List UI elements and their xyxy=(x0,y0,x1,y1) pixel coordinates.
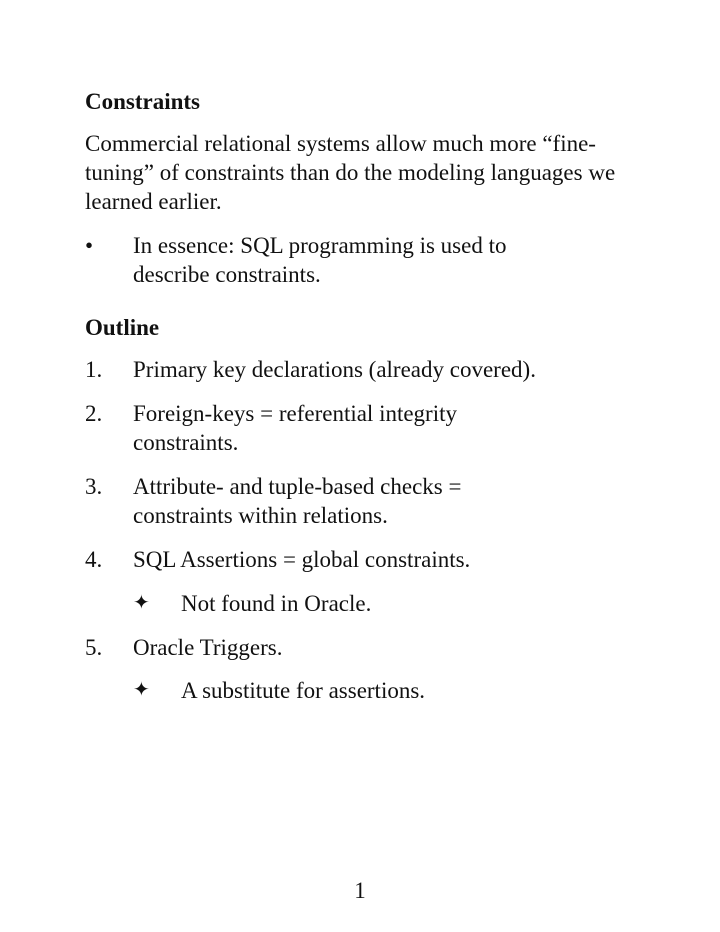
outline-item-4 xyxy=(85,545,685,574)
intro-paragraph: Commercial relational systems allow much more “fine-tuning” of constraints than do the modeling languages we learned earlier. xyxy=(85,131,616,214)
outline-item-3 xyxy=(85,472,685,530)
star-icon: ✦ xyxy=(133,592,150,614)
item-text: Foreign-keys = referential integrity constraints. xyxy=(133,401,457,455)
outline-subitem-5 xyxy=(133,676,633,705)
item-text: SQL Assertions = global constraints. xyxy=(133,547,471,572)
bullet-text: In essence: SQL programming is used to describe constraints. xyxy=(133,233,507,287)
subitem-text: A substitute for assertions. xyxy=(181,678,426,703)
outline-item-2 xyxy=(85,399,685,457)
outline-item-5 xyxy=(85,633,685,662)
item-text: Primary key declarations (already covered). xyxy=(133,357,536,382)
item-number: 1. xyxy=(85,357,103,382)
star-icon: ✦ xyxy=(133,679,150,701)
item-number: 4. xyxy=(85,547,103,572)
outline-heading: Outline xyxy=(85,315,160,340)
item-text: Attribute- and tuple-based checks = constraints within relations. xyxy=(133,474,462,528)
item-number: 5. xyxy=(85,635,103,660)
outline-item-1 xyxy=(85,355,685,384)
constraints-heading: Constraints xyxy=(85,89,201,114)
item-number: 2. xyxy=(85,401,103,426)
bullet-icon: • xyxy=(85,233,94,258)
page-number: 1 xyxy=(354,878,366,903)
bullet-item xyxy=(85,231,685,289)
item-text: Oracle Triggers. xyxy=(133,635,283,660)
subitem-text: Not found in Oracle. xyxy=(181,591,372,616)
outline-subitem-4 xyxy=(133,589,633,618)
item-number: 3. xyxy=(85,474,103,499)
